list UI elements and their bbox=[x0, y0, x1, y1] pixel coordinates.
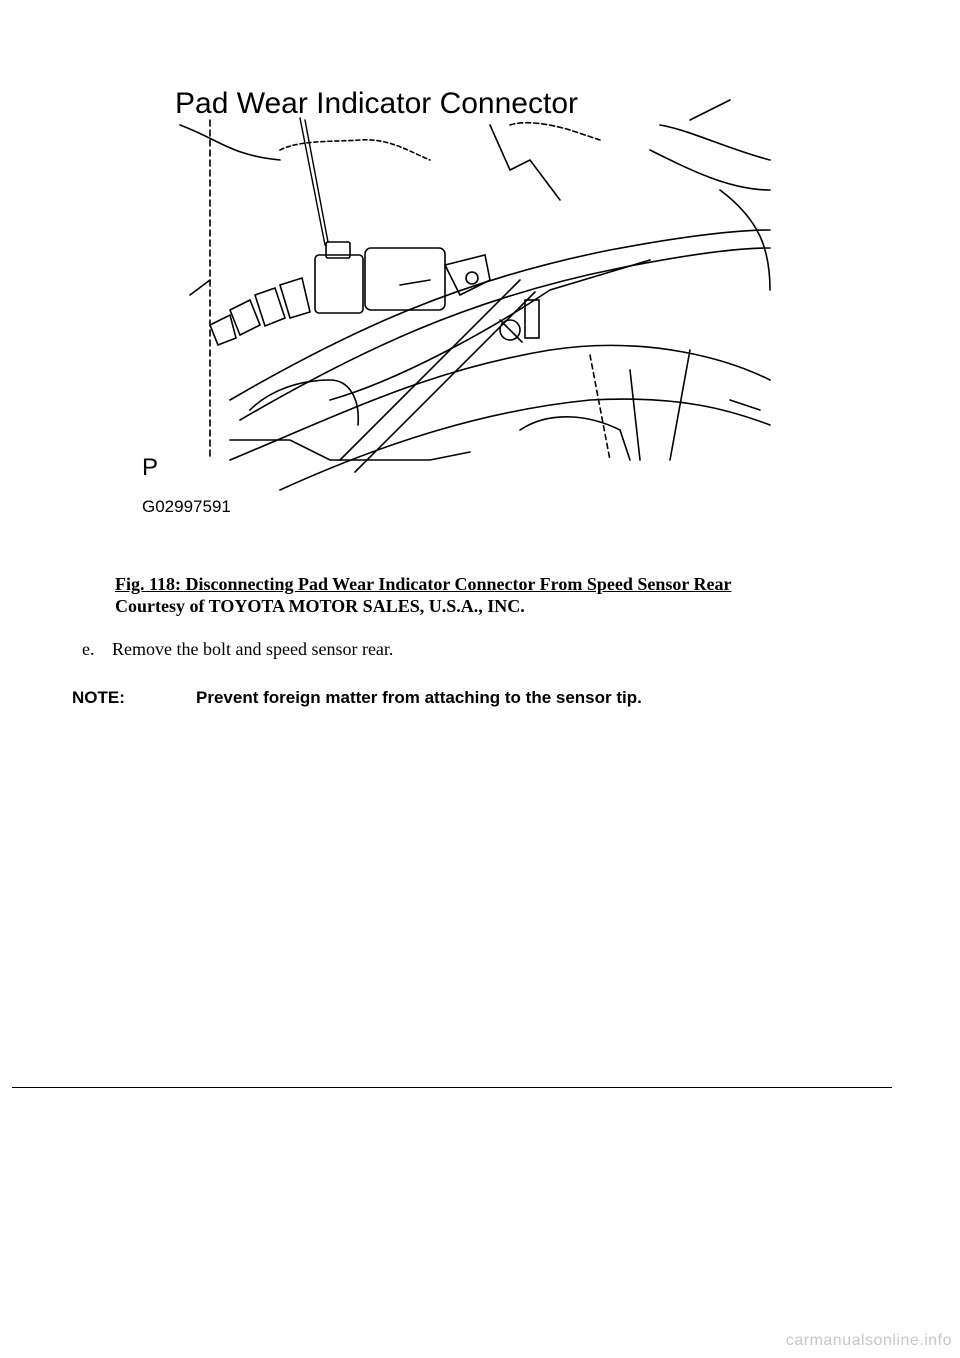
procedure-step bbox=[82, 638, 393, 660]
watermark: carmanualsonline.info bbox=[785, 1332, 952, 1349]
step-marker: e. bbox=[82, 639, 95, 659]
figure-illustration bbox=[130, 80, 780, 520]
figure-code: G02997591 bbox=[142, 497, 231, 516]
connector-diagram bbox=[130, 80, 780, 520]
note-block bbox=[72, 687, 642, 709]
figure-caption bbox=[115, 573, 835, 617]
note-text: Prevent foreign matter from attaching to the sensor tip. bbox=[196, 688, 642, 707]
line-art bbox=[180, 100, 770, 490]
corner-letter: P bbox=[142, 454, 159, 481]
footer-divider bbox=[12, 1087, 892, 1088]
caption-courtesy: Courtesy of TOYOTA MOTOR SALES, U.S.A., INC. bbox=[115, 596, 525, 616]
step-text: Remove the bolt and speed sensor rear. bbox=[112, 639, 394, 659]
note-label: NOTE: bbox=[72, 688, 125, 707]
caption-title: Fig. 118: Disconnecting Pad Wear Indicator Connector From Speed Sensor Rear bbox=[115, 574, 732, 594]
callout-label: Pad Wear Indicator Connector bbox=[175, 87, 578, 120]
